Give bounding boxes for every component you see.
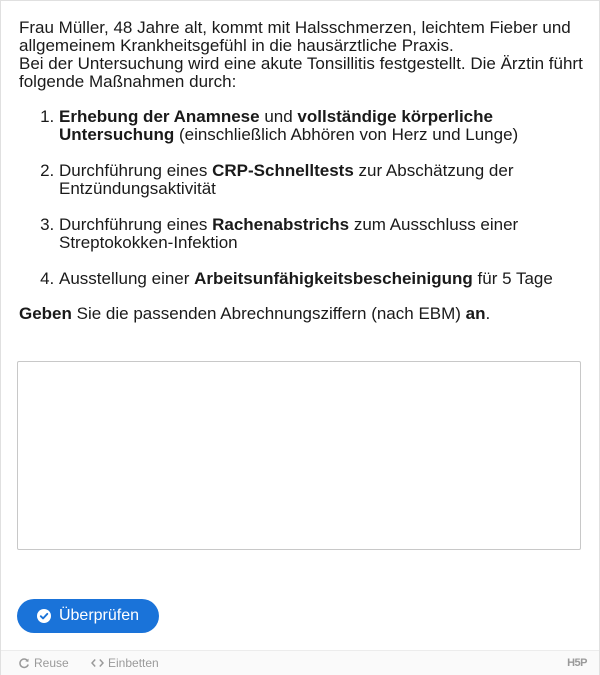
list-item: [59, 270, 584, 288]
h5p-logo[interactable]: H5P: [567, 657, 587, 669]
step-text: zum Ausschluss einer Streptokokken-Infektion: [59, 215, 519, 252]
step-bold-text: Arbeitsunfähigkeitsbescheinigung: [194, 269, 473, 288]
task-prompt: [19, 305, 584, 323]
prompt-bold-text: an: [465, 304, 486, 323]
footer-bar: [1, 650, 599, 675]
prompt-text: .: [485, 304, 491, 323]
step-text: Durchführung eines: [59, 161, 213, 180]
reuse-label: Reuse: [34, 656, 69, 670]
reuse-button[interactable]: [18, 656, 69, 670]
task-intro: [19, 19, 584, 91]
step-text: Durchführung eines: [59, 215, 213, 234]
prompt-text: Sie die passenden Abrechnungsziffern (nach EBM): [71, 304, 466, 323]
list-item: [59, 108, 584, 144]
step-bold-text: CRP-Schnelltests: [212, 161, 354, 180]
task-content: [19, 19, 584, 324]
prompt-bold-text: Geben: [19, 304, 72, 323]
list-item: [59, 216, 584, 252]
step-bold-text: Rachenabstrichs: [212, 215, 350, 234]
intro-line-1: Frau Müller, 48 Jahre alt, kommt mit Halsschmerzen, leichtem Fieber und allgemeinem Krankheitsgefühl in die hausärztliche Praxis.: [19, 18, 571, 55]
refresh-icon: [18, 657, 30, 669]
check-button[interactable]: [17, 599, 159, 633]
code-icon: [91, 658, 104, 668]
step-text: Ausstellung einer: [59, 269, 195, 288]
measures-list: [19, 108, 584, 288]
intro-line-2: Bei der Untersuchung wird eine akute Tonsillitis festgestellt. Die Ärztin führt folgende Maßnahmen durch:: [19, 54, 583, 91]
embed-button[interactable]: [91, 656, 159, 670]
embed-label: Einbetten: [108, 656, 159, 670]
step-text: für 5 Tage: [472, 269, 553, 288]
step-bold-text: Erhebung der Anamnese: [59, 107, 260, 126]
check-circle-icon: [37, 609, 51, 623]
step-bold-text: vollständige körperliche Untersuchung: [59, 107, 493, 144]
step-text: zur Abschätzung der Entzündungsaktivität: [59, 161, 514, 198]
step-text: und: [259, 107, 298, 126]
check-button-label: Überprüfen: [58, 607, 140, 624]
answer-textarea[interactable]: [17, 361, 581, 550]
list-item: [59, 162, 584, 198]
step-text: (einschließlich Abhören von Herz und Lunge): [174, 125, 519, 144]
